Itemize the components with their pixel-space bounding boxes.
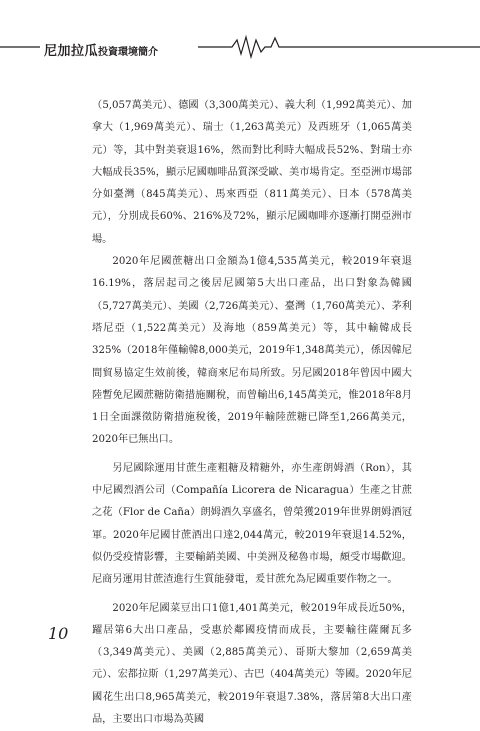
header-title — [40, 40, 164, 59]
paragraph-coffee-continued: （5,057萬美元）、德國（3,300萬美元）、義大利（1,992萬美元）、加拿大（1,969萬美元）、瑞士（1,263萬美元）及西班牙（1,065萬美元）等，其中對美衰退16%，然而對比利時大幅成長52%、對瑞士亦大幅成長35%，顯示尼國咖啡品質深受歐、美市場肯定。至亞洲市場部分如臺灣（845萬美元）、馬來西亞（811萬美元）、日本（578萬美元），分別成長60%、216%及72%，顯示尼國咖啡亦逐漸打開亞洲市場。 — [92, 100, 412, 245]
paragraph-rum: 另尼國除運用甘蔗生產粗糖及精糖外，亦生產朗姆酒（Ron），其中尼國烈酒公司（Compañía Licorera de Nicaragua）生產之甘蔗之花（Flor de Caña）朗姆酒久享盛名，曾榮獲2019年世界朗姆酒冠軍。2020年尼國甘蔗酒出口達2,044萬元，較2019年衰退14.52%，似仍受疫情影響，主要輸銷美國、中美洲及秘魯市場，頗受市場歡迎。尼商另運用甘蔗渣進行生質能發電，爰甘蔗允為尼國重要作物之一。 — [92, 462, 412, 586]
page-number: 10 — [48, 624, 69, 643]
body-text — [92, 95, 412, 731]
header-title-main: 尼加拉瓜 — [44, 44, 99, 59]
header-title-sub: 投資環境簡介 — [98, 47, 159, 58]
paragraph-sugar: 2020年尼國蔗糖出口金額為1億4,535萬美元，較2019年衰退16.19%，落居起司之後居尼國第5大出口產品，出口對象為韓國（5,727萬美元）、美國（2,726萬美元）、臺灣（1,760萬美元）、茅利塔尼亞（1,522萬美元）及海地（859萬美元）等，其中輸韓成長325%（2018年僅輸韓8,000美元，2019年1,348萬美元），係因韓尼間貿易協定生效前後，韓商來尼布局所致。另尼國2018年曾因中國大陸暫免尼國蔗糖防衛措施關稅，而曾輸出6,145萬美元，惟2018年8月1日全面課徵防衛措施稅後，2019年輸陸蔗糖已降至1,266萬美元，2020年已無出口。 — [92, 256, 412, 446]
running-header — [0, 34, 480, 60]
paragraph-beans: 2020年尼國菜豆出口1億1,401萬美元，較2019年成長近50%，躍居第6大出口產品，受惠於鄰國疫情而成長，主要輸往薩爾瓦多（3,349萬美元）、美國（2,885萬美元）、哥斯大黎加（2,659萬美元）、宏都拉斯（1,297萬美元）、古巴（404萬美元）等國。2020年尼國花生出口8,965萬美元，較2019年衰退7.38%，落居第8大出口產品，主要出口市場為英國 — [92, 602, 412, 726]
